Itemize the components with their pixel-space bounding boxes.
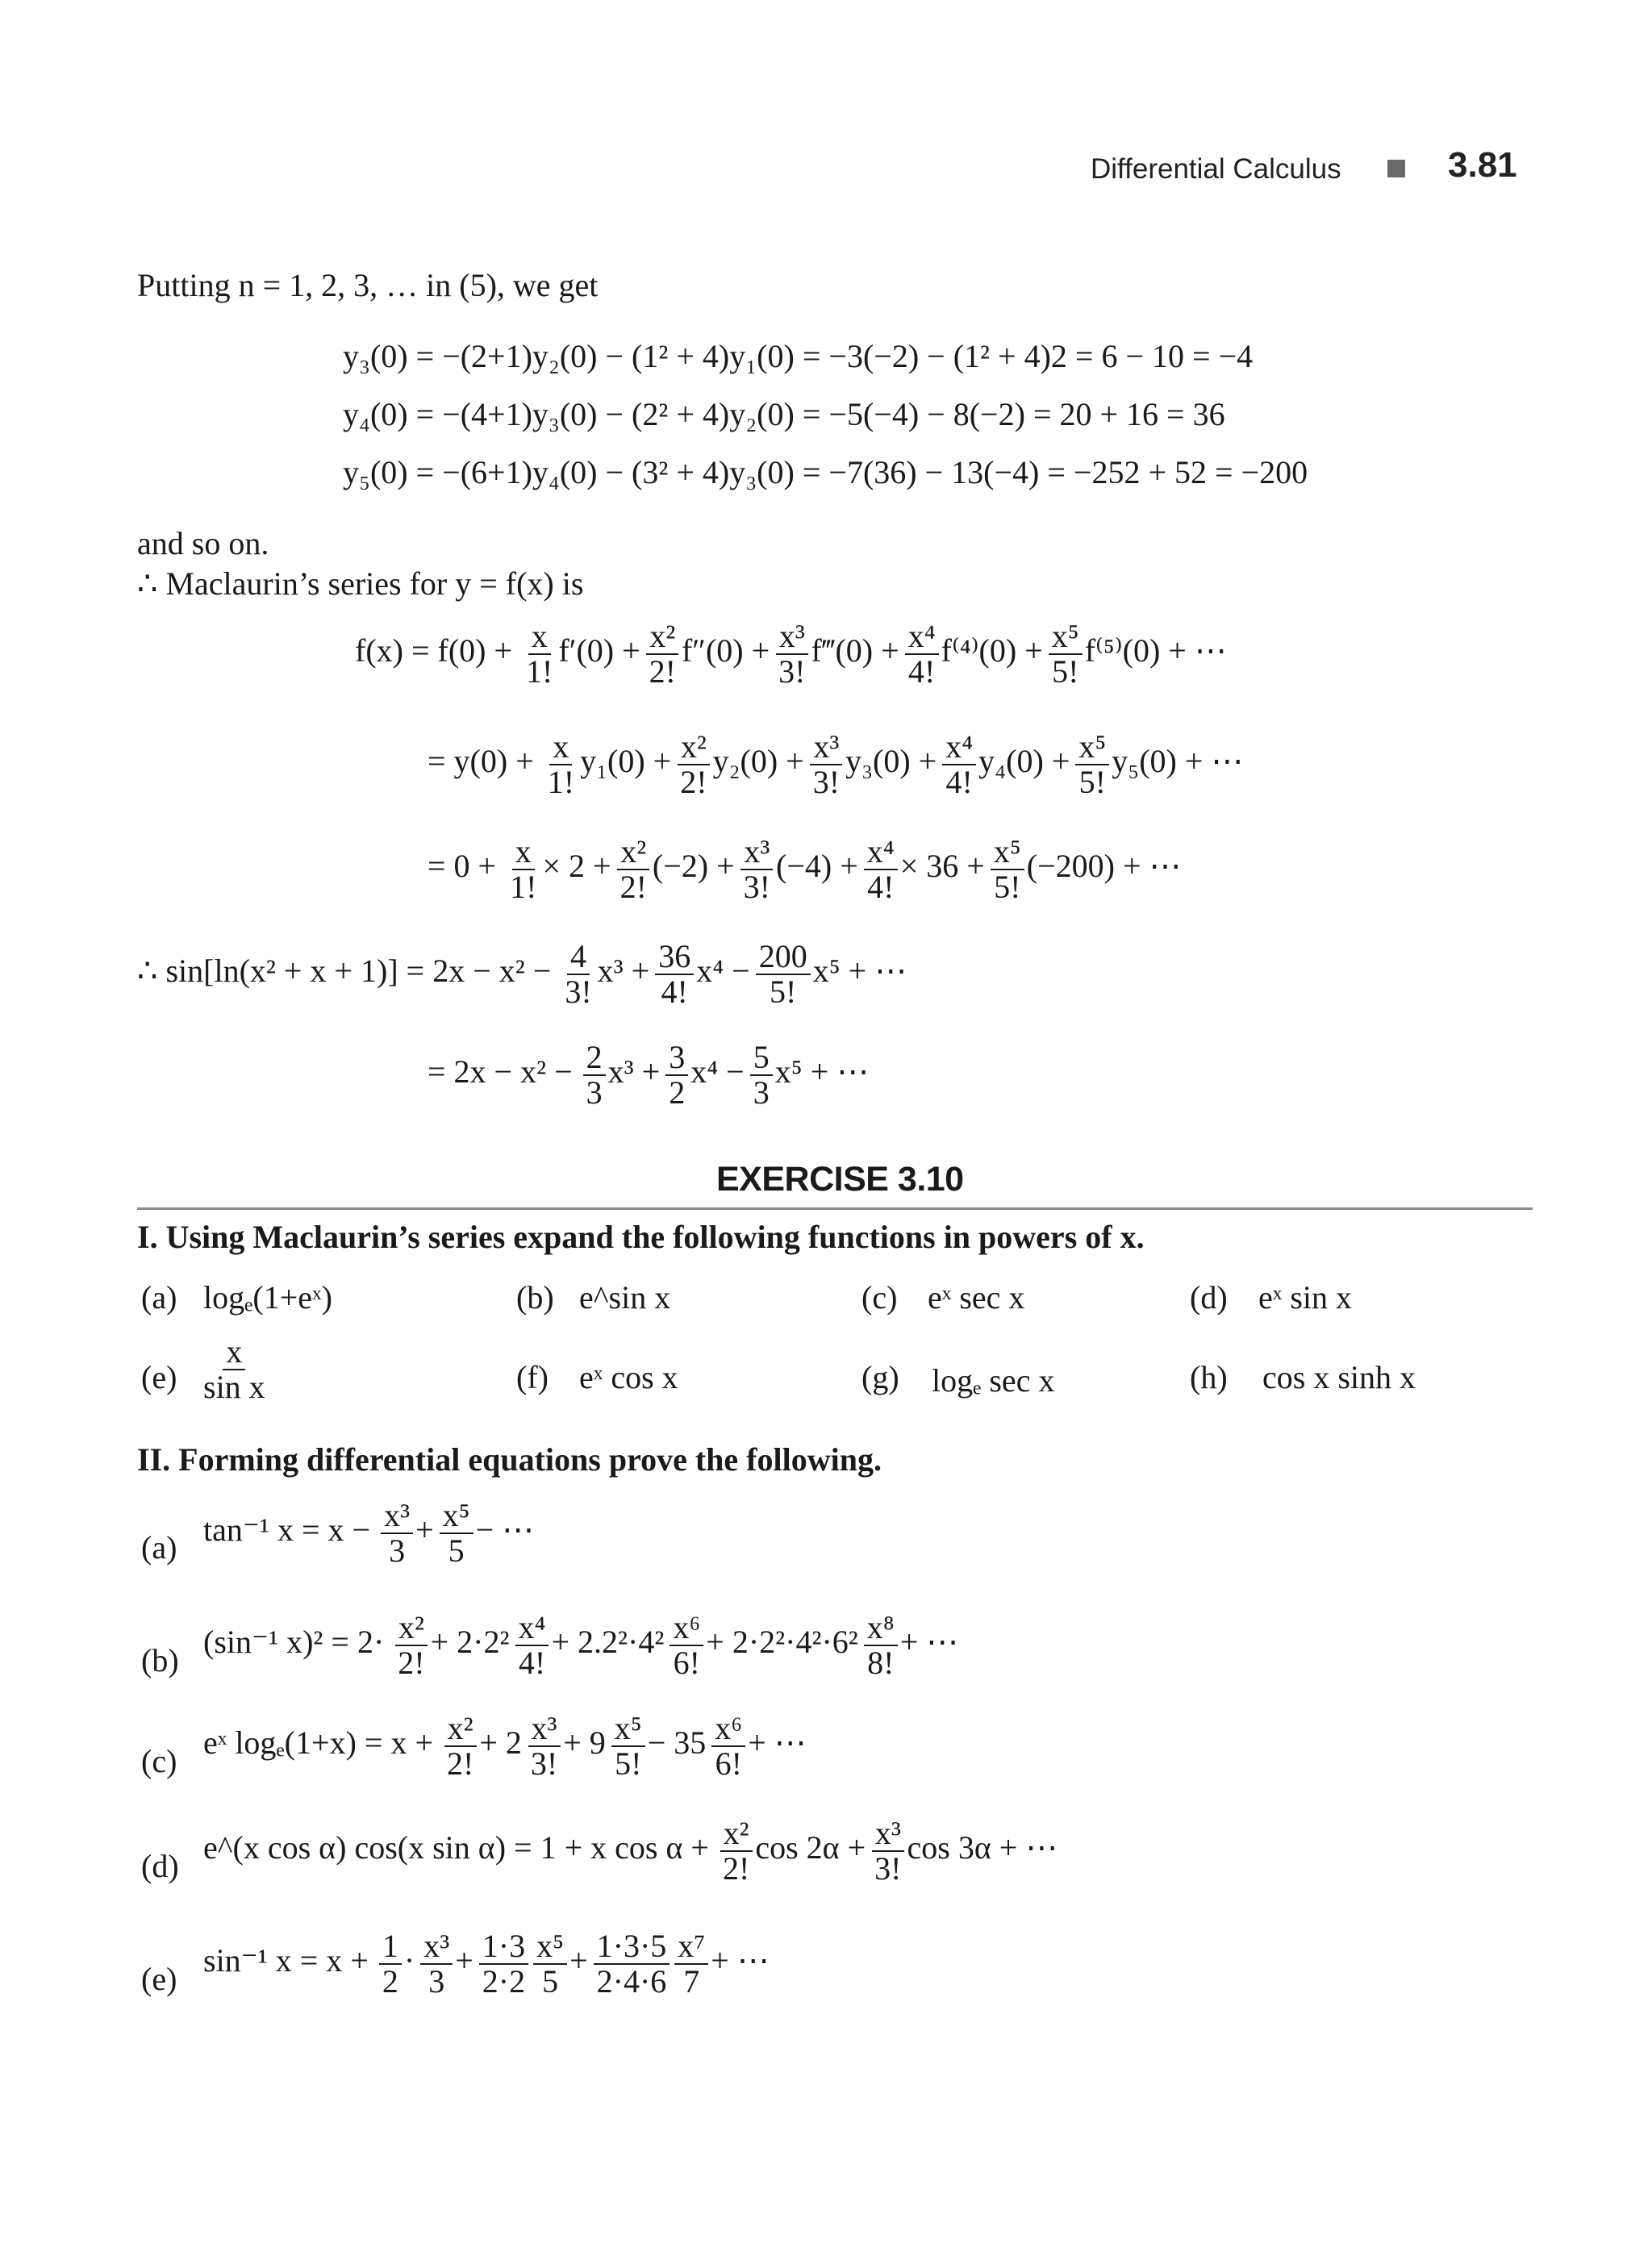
fraction-numerator: 2 <box>583 1040 606 1076</box>
fraction-denominator: 1! <box>526 653 553 690</box>
series-line-5 <box>428 1040 872 1110</box>
fraction <box>711 1712 745 1781</box>
proof-c-start: eˣ logₑ(1+x) = x + <box>203 1724 433 1762</box>
fraction-denominator: 1! <box>510 869 537 905</box>
item-e-denominator: sin x <box>203 1369 265 1405</box>
fraction-numerator: 5 <box>750 1040 773 1076</box>
fraction <box>544 730 578 799</box>
fraction-denominator: 5! <box>1052 653 1079 690</box>
term-tail: f⁽⁴⁾(0) + <box>941 632 1043 669</box>
fraction <box>756 940 811 1009</box>
fraction-denominator: 3! <box>812 764 841 800</box>
item-f-expr: eˣ cos x <box>579 1359 678 1395</box>
term-tail: − ⋯ <box>475 1512 535 1549</box>
fraction-numerator: x⁷ <box>674 1929 708 1965</box>
series-line3-start: = 0 + <box>428 848 497 885</box>
fraction-numerator: x <box>512 835 535 870</box>
fraction-numerator: x⁶ <box>670 1611 703 1646</box>
fraction-denominator: 4! <box>908 653 936 690</box>
term-tail: + ⋯ <box>899 1624 959 1661</box>
item-e-label: (e) <box>141 1359 177 1395</box>
fraction-numerator: 1·3·5 <box>594 1929 670 1965</box>
fraction-numerator: x² <box>646 619 678 655</box>
fraction <box>942 730 976 799</box>
fraction-numerator: x⁴ <box>905 619 939 655</box>
fraction <box>674 1929 708 1999</box>
fraction-numerator: x⁵ <box>611 1712 645 1747</box>
fraction-denominator: 5 <box>448 1532 465 1569</box>
term-tail: f‴(0) + <box>811 632 899 669</box>
fraction-denominator: 5! <box>770 974 797 1010</box>
fraction-denominator: 2! <box>398 1645 425 1681</box>
and-so-on: and so on. <box>137 525 269 561</box>
series-lhs: f(x) = f(0) + <box>355 632 513 669</box>
term-tail: y₁(0) + <box>580 743 672 780</box>
fraction-numerator: x³ <box>528 1712 561 1747</box>
fraction-denominator: 2 <box>669 1074 686 1111</box>
fraction-denominator: 2 <box>382 1963 398 2000</box>
section-1-heading: I. Using Maclaurin’s series expand the following functions in powers of x. <box>137 1219 1145 1255</box>
equation-y5: y₅(0) = −(6+1)y₄(0) − (3² + 4)y₃(0) = −7(36) − 13(−4) = −252 + 52 = −200 <box>343 454 1308 490</box>
fraction <box>561 940 594 1009</box>
fraction-numerator: 1 <box>379 1929 402 1965</box>
fraction-numerator: x³ <box>776 619 808 655</box>
proof-b-label: (b) <box>141 1642 179 1678</box>
item-e-numerator: x <box>223 1335 245 1370</box>
fraction-denominator: 2! <box>723 1850 750 1887</box>
fraction-denominator: 3! <box>874 1850 902 1887</box>
fraction-numerator: x² <box>678 730 710 765</box>
item-d-expr: eˣ sin x <box>1258 1279 1352 1316</box>
term-tail: (−200) + ⋯ <box>1026 848 1182 885</box>
term-tail: x⁴ − <box>696 953 750 990</box>
fraction-numerator: x³ <box>872 1816 904 1852</box>
fraction <box>381 1499 413 1568</box>
fraction <box>594 1929 670 1999</box>
item-c-expr: eˣ sec x <box>928 1279 1025 1316</box>
fraction-denominator: 2! <box>680 764 707 800</box>
fraction-denominator: 5! <box>1078 764 1106 800</box>
fraction <box>617 835 650 904</box>
fraction <box>864 835 898 904</box>
fraction-denominator: 7 <box>683 1963 700 2000</box>
proof-b-start: (sin⁻¹ x)² = 2· <box>203 1624 385 1661</box>
fraction-denominator: 5! <box>615 1745 642 1782</box>
term-tail: y₅(0) + ⋯ <box>1112 743 1244 780</box>
exercise-title: EXERCISE 3.10 <box>716 1160 964 1199</box>
fraction-numerator: x⁵ <box>991 835 1024 870</box>
item-a-expr: logₑ(1+eˣ) <box>203 1279 332 1316</box>
item-h-expr: cos x sinh x <box>1262 1359 1416 1395</box>
proof-a-label: (a) <box>141 1529 177 1566</box>
fraction-denominator: 2·2 <box>482 1963 526 2000</box>
fraction-denominator: 2! <box>649 653 676 690</box>
fraction <box>523 619 556 689</box>
fraction-denominator: 5! <box>994 869 1021 905</box>
fraction <box>440 1499 473 1568</box>
term-tail: y₃(0) + <box>845 743 937 780</box>
fraction-denominator: 4! <box>867 869 895 905</box>
fraction-numerator: x⁴ <box>515 1611 549 1646</box>
fraction-denominator: 3! <box>530 1745 558 1782</box>
fraction-numerator: x⁶ <box>711 1712 745 1747</box>
term-tail: f⁽⁵⁾(0) + ⋯ <box>1084 632 1227 669</box>
item-b-label: (b) <box>516 1279 554 1316</box>
fraction-denominator: 3! <box>565 974 592 1010</box>
proof-b-expr <box>203 1611 962 1680</box>
section-2-heading: II. Forming differential equations prove the following. <box>137 1441 882 1478</box>
fraction <box>677 730 710 799</box>
running-title: Differential Calculus <box>1091 153 1341 185</box>
fraction <box>611 1712 645 1781</box>
term-tail: cos 2α + <box>755 1829 866 1866</box>
series-line2-start: = y(0) + <box>428 743 534 780</box>
fraction-numerator: x² <box>617 835 649 870</box>
term-tail: · <box>403 1942 415 1979</box>
fraction-numerator: x² <box>444 1712 477 1747</box>
fraction-numerator: 1·3 <box>479 1929 528 1965</box>
term-tail: f″(0) + <box>681 632 770 669</box>
item-b-expr: e^sin x <box>579 1279 671 1316</box>
proof-e-expr <box>203 1929 773 1999</box>
proof-a-start: tan⁻¹ x = x − <box>203 1512 371 1549</box>
page-number: 3.81 <box>1448 145 1517 185</box>
fraction <box>394 1611 428 1680</box>
term-tail: + <box>569 1942 588 1979</box>
fraction <box>1049 619 1083 689</box>
fraction-numerator: x <box>528 619 551 655</box>
fraction-denominator: 3 <box>753 1074 770 1111</box>
term-tail: + ⋯ <box>748 1724 807 1762</box>
series-line4-start: ∴ sin[ln(x² + x + 1)] = 2x − x² − <box>137 953 552 990</box>
fraction-numerator: 4 <box>567 940 590 975</box>
fraction <box>740 835 774 904</box>
fraction-denominator: 2! <box>620 869 647 905</box>
term-tail: × 36 + <box>899 848 985 885</box>
item-d-label: (d) <box>1190 1279 1228 1316</box>
fraction <box>583 1040 606 1110</box>
series-line-2 <box>428 730 1246 799</box>
fraction-denominator: 3! <box>778 653 806 690</box>
fraction <box>871 1816 904 1886</box>
fraction <box>810 730 843 799</box>
fraction <box>864 1611 898 1680</box>
fraction-denominator: 4! <box>661 974 688 1010</box>
fraction <box>420 1929 453 1999</box>
proof-e-label: (e) <box>141 1961 177 1997</box>
item-h-label: (h) <box>1190 1359 1228 1395</box>
proof-d-label: (d) <box>141 1848 179 1884</box>
fraction <box>515 1611 549 1680</box>
proof-a-expr <box>203 1499 537 1568</box>
fraction-numerator: x² <box>720 1816 753 1852</box>
fraction-numerator: x⁵ <box>440 1499 473 1534</box>
fraction-numerator: x³ <box>420 1929 453 1965</box>
fraction-numerator: x² <box>395 1611 428 1646</box>
equation-y4: y₄(0) = −(4+1)y₃(0) − (2² + 4)y₂(0) = −5(−4) − 8(−2) = 20 + 16 = 36 <box>343 396 1225 432</box>
fraction <box>655 940 694 1009</box>
term-tail: y₄(0) + <box>978 743 1070 780</box>
fraction <box>905 619 939 689</box>
fraction-denominator: 5 <box>542 1963 559 2000</box>
proof-e-start: sin⁻¹ x = x + <box>203 1942 369 1979</box>
fraction-denominator: 3 <box>389 1532 406 1569</box>
fraction-denominator: 1! <box>547 764 575 800</box>
fraction <box>528 1712 561 1781</box>
term-tail: (−2) + <box>652 848 735 885</box>
fraction-denominator: 4! <box>518 1645 546 1681</box>
series-line5-start: = 2x − x² − <box>428 1053 573 1090</box>
fraction <box>720 1816 753 1886</box>
fraction-denominator: 8! <box>867 1645 895 1681</box>
series-line-4 <box>137 940 910 1009</box>
fraction-numerator: x⁸ <box>864 1611 898 1646</box>
header-square-icon <box>1387 160 1405 177</box>
fraction-numerator: x³ <box>381 1499 413 1534</box>
term-tail: cos 3α + ⋯ <box>907 1829 1058 1866</box>
term-tail: x⁵ + ⋯ <box>812 953 907 990</box>
term-tail: y₂(0) + <box>712 743 804 780</box>
term-tail: − 35 <box>647 1724 707 1762</box>
series-line-1 <box>355 619 1230 689</box>
fraction-numerator: 36 <box>655 940 694 975</box>
fraction <box>479 1929 528 1999</box>
fraction-numerator: x⁴ <box>942 730 976 765</box>
fraction-denominator: 3! <box>743 869 770 905</box>
proof-c-label: (c) <box>141 1743 177 1779</box>
exercise-rule <box>137 1207 1533 1210</box>
fraction-denominator: 2! <box>447 1745 474 1782</box>
fraction <box>665 1040 688 1110</box>
item-e-expr <box>198 1335 271 1404</box>
fraction-numerator: 3 <box>665 1040 688 1076</box>
term-tail: + 9 <box>563 1724 606 1762</box>
fraction-numerator: x⁵ <box>1075 730 1109 765</box>
fraction-denominator: 6! <box>715 1745 742 1782</box>
term-tail: + <box>415 1512 434 1549</box>
term-tail: × 2 + <box>542 848 611 885</box>
maclaurin-line: ∴ Maclaurin’s series for y = f(x) is <box>137 565 584 602</box>
putting-line: Putting n = 1, 2, 3, … in (5), we get <box>137 267 599 303</box>
proof-c-expr <box>203 1712 810 1781</box>
fraction-numerator: 200 <box>756 940 811 975</box>
term-tail: f′(0) + <box>558 632 640 669</box>
term-tail: + <box>455 1942 473 1979</box>
series-line-3 <box>428 835 1185 904</box>
term-tail: x⁴ − <box>690 1053 745 1090</box>
fraction-denominator: 6! <box>673 1645 700 1681</box>
item-g-label: (g) <box>861 1359 899 1395</box>
fraction <box>646 619 679 689</box>
fraction <box>379 1929 402 1999</box>
term-tail: + 2 <box>479 1724 522 1762</box>
item-g-expr: logₑ sec x <box>932 1362 1055 1399</box>
fraction-numerator: x⁵ <box>533 1929 567 1965</box>
item-c-label: (c) <box>861 1279 898 1316</box>
term-tail: + 2.2²·4² <box>551 1624 665 1661</box>
fraction-denominator: 4! <box>945 764 973 800</box>
fraction-numerator: x⁵ <box>1049 619 1083 655</box>
fraction-numerator: x³ <box>740 835 773 870</box>
fraction-denominator: 2·4·6 <box>596 1963 667 2000</box>
fraction <box>507 835 540 904</box>
item-f-label: (f) <box>516 1359 549 1395</box>
fraction <box>775 619 808 689</box>
item-a-label: (a) <box>141 1279 177 1316</box>
term-tail: x³ + <box>607 1053 661 1090</box>
term-tail: x³ + <box>597 953 650 990</box>
proof-d-expr <box>203 1816 1061 1886</box>
fraction-denominator: 3 <box>586 1074 603 1111</box>
fraction-numerator: x <box>549 730 572 765</box>
term-tail: + 2·2²·4²·6² <box>706 1624 858 1661</box>
fraction-denominator: 3 <box>428 1963 445 2000</box>
fraction <box>750 1040 773 1110</box>
fraction <box>533 1929 567 1999</box>
proof-d-start: e^(x cos α) cos(x sin α) = 1 + x cos α + <box>203 1829 709 1866</box>
term-tail: (−4) + <box>776 848 858 885</box>
term-tail: + ⋯ <box>711 1942 770 1979</box>
equation-y3: y₃(0) = −(2+1)y₂(0) − (1² + 4)y₁(0) = −3(−2) − (1² + 4)2 = 6 − 10 = −4 <box>343 338 1254 374</box>
fraction <box>991 835 1024 904</box>
fraction <box>670 1611 703 1680</box>
term-tail: x⁵ + ⋯ <box>774 1053 870 1090</box>
fraction-numerator: x³ <box>810 730 842 765</box>
fraction <box>1075 730 1109 799</box>
term-tail: + 2·2² <box>430 1624 510 1661</box>
fraction <box>444 1712 477 1781</box>
fraction-numerator: x⁴ <box>864 835 898 870</box>
